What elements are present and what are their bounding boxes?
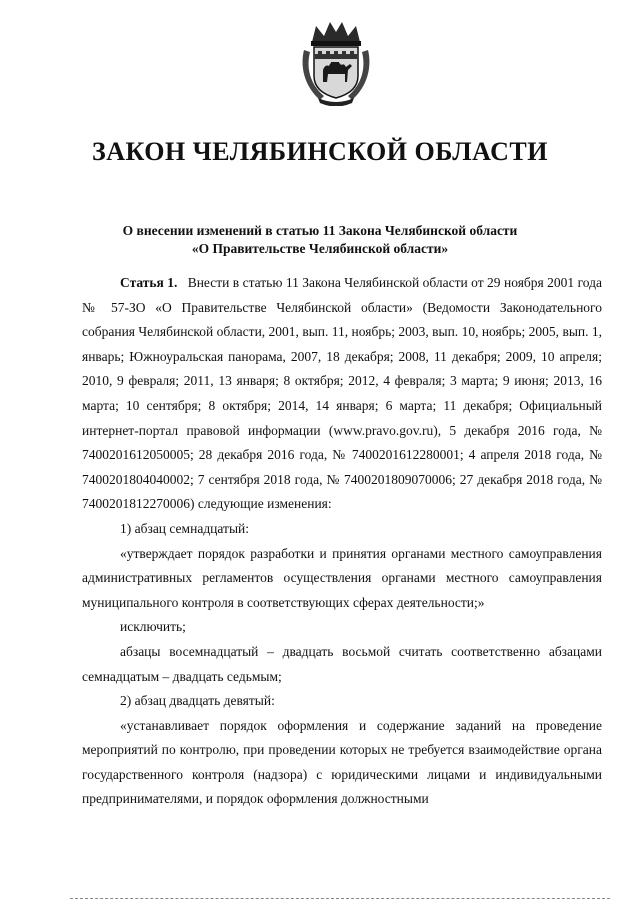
article-intro: Внести в статью 11 Закона Челябинской области от 29 ноября 2001 года № 57-ЗО «О Правительстве Челябинской области» (Ведомости Законодательного собрания Челябинской области, 2001, вып. 11, ноябрь; 2003, вып. 10, ноябрь; 2005, вып. 1, январь; Южноуральская панорама, 2007, 18 декабря; 2008, 11 декабря; 2009, 10 апреля; 2010, 9 февраля; 2011, 13 января; 8 октября; 2012, 4 февраля; 3 марта; 9 июня; 2013, 16 марта; 10 сентября; 8 октября; 2014, 14 января; 6 марта; 11 декабря; Официальный интернет-портал правовой информации (www.pravo.gov.ru), 5 декабря 2016 года, № 7400201612050005; 28 декабря 2016 года, № 7400201612280001; 4 апреля 2018 года, № 7400201804040002; 7 сентября 2018 года, № 7400201809070006; 27 декабря 2018 года, № 7400201812270006) следующие изменения: xyxy=(82,275,603,512)
page-bottom-edge xyxy=(70,898,610,899)
item-1-action: исключить; xyxy=(120,619,186,635)
subtitle-line-2: «О Правительстве Челябинской области» xyxy=(191,241,449,256)
item-2-quote: «устанавливает порядок оформления и содержание заданий на проведение мероприятий по контролю, при проведении которых не требуется взаимодействие органа государственного контроля (надзора) с юридическими лицами и индивидуальными предпринимателями, и порядок оформления должностными xyxy=(82,717,602,807)
article-1-paragraph xyxy=(82,271,602,517)
item-1-label: 1) абзац семнадцатый: xyxy=(120,520,249,536)
item-1-renumber: абзацы восемнадцатый – двадцать восьмой считать соответственно абзацами семнадцатым – двадцать седьмым; xyxy=(82,643,602,684)
item-1-quote: «утверждает порядок разработки и принятия органами местного самоуправления административных регламентов осуществления органами местного самоуправления муниципального контроля в соответствующих сферах деятельности;» xyxy=(82,545,602,610)
item-2-label: 2) абзац двадцать девятый: xyxy=(120,693,275,709)
coat-of-arms-icon xyxy=(298,20,374,106)
subtitle-line-1: О внесении изменений в статью 11 Закона Челябинской области xyxy=(122,223,518,238)
document-subtitle xyxy=(0,222,640,258)
article-heading: Статья 1. xyxy=(120,275,178,290)
document-body xyxy=(82,271,602,812)
document-title: ЗАКОН ЧЕЛЯБИНСКОЙ ОБЛАСТИ xyxy=(92,137,548,166)
